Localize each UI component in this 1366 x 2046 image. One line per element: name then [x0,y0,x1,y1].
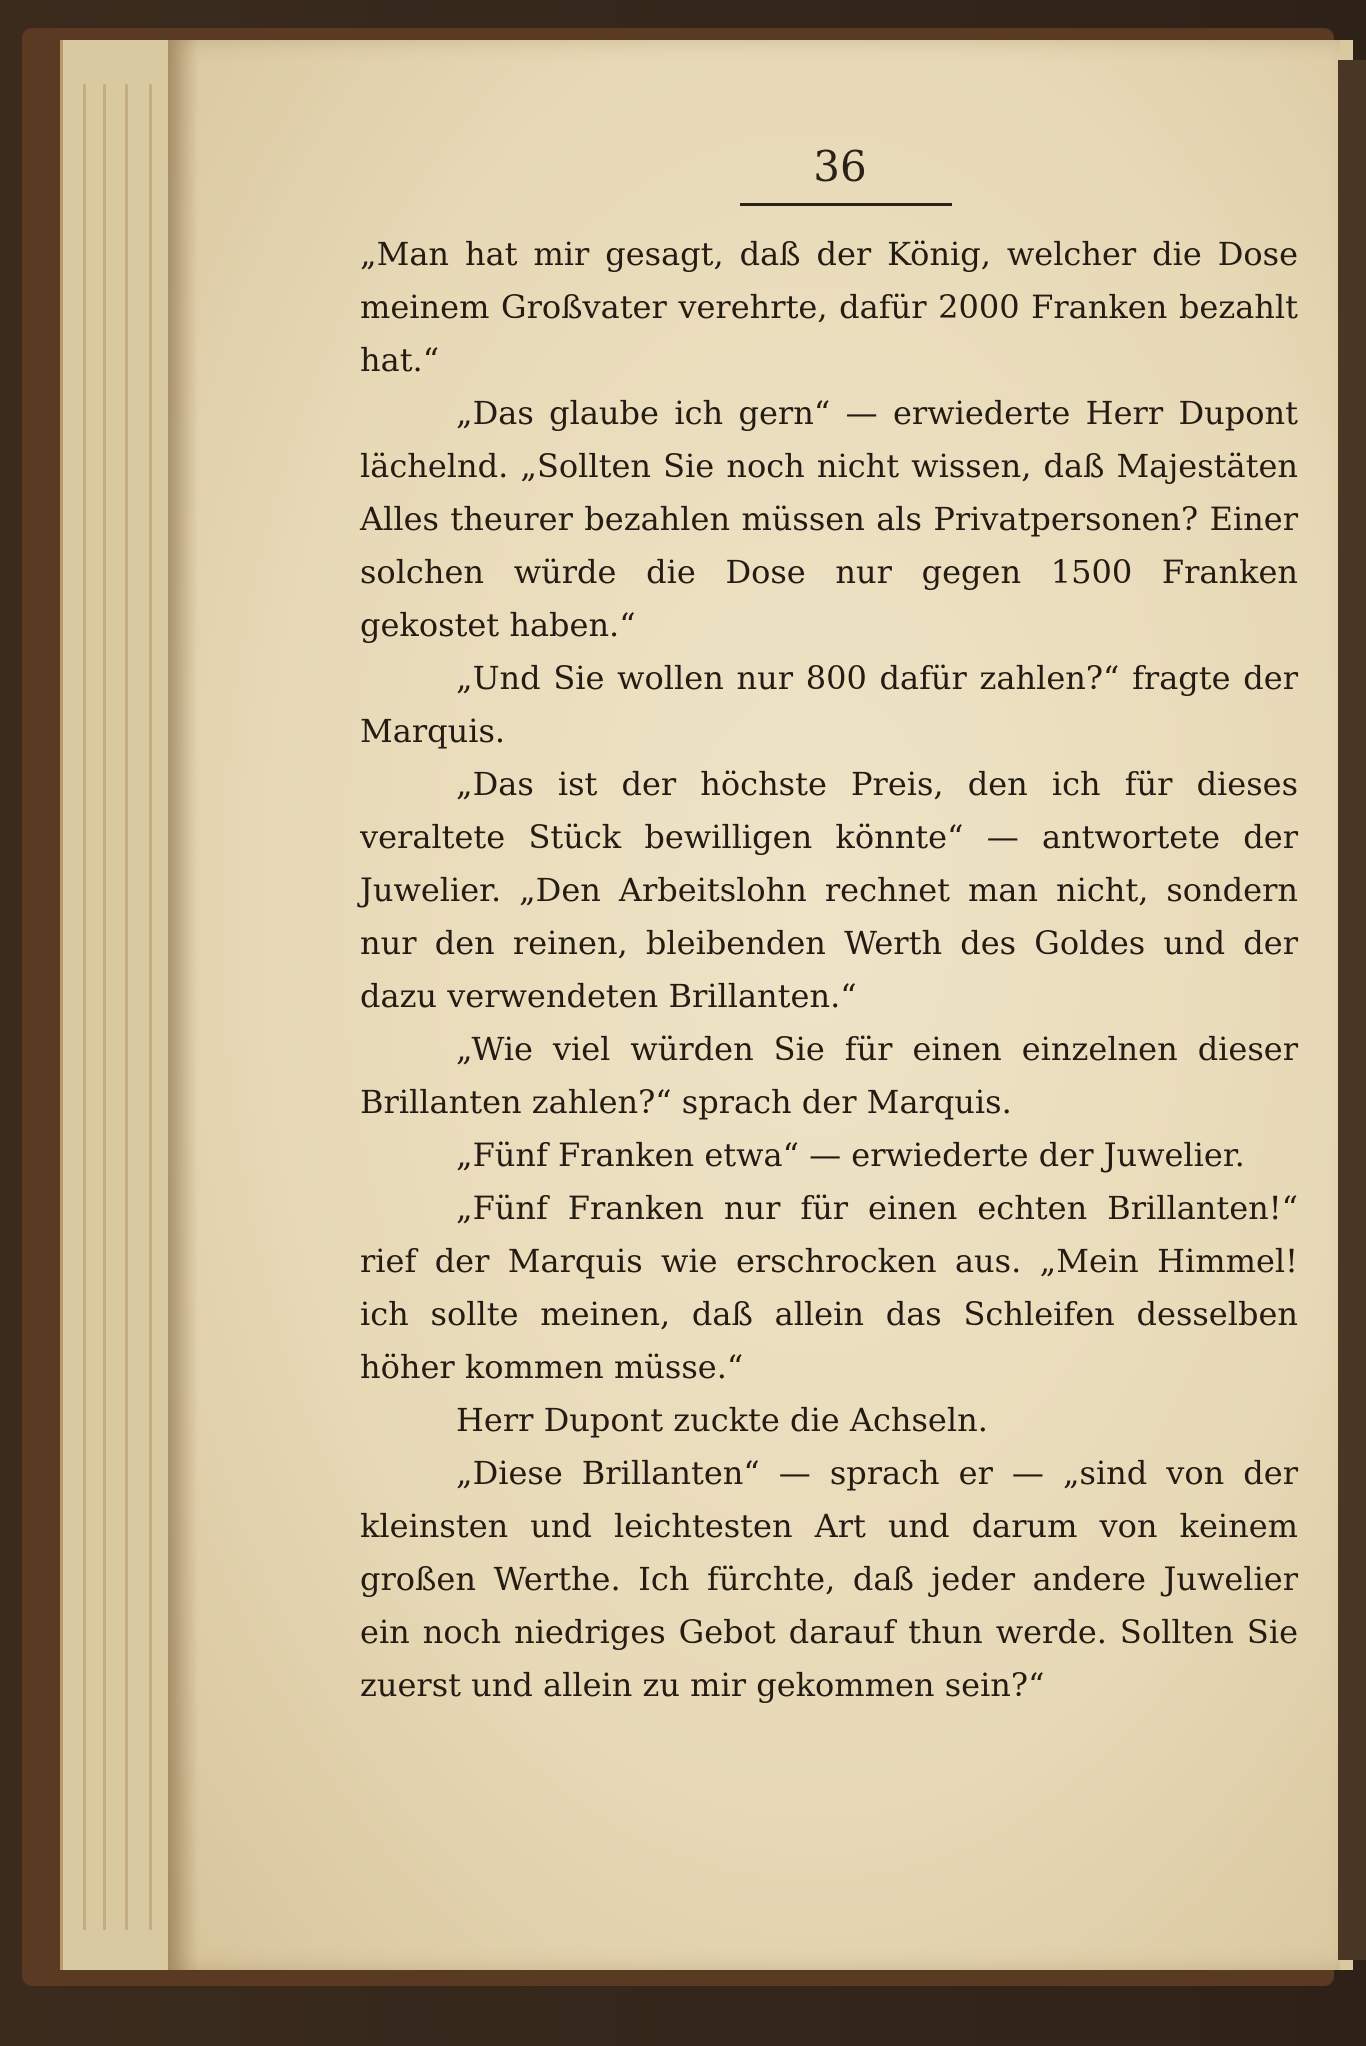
page-number: 36 [813,142,867,191]
paragraph: „Man hat mir gesagt, daß der König, welcher die Dose meinem Großvater verehrte, dafür 2000 Franken bezahlt hat.“ [360,235,1298,379]
page-edge [103,84,106,1930]
body-text [360,228,1298,1712]
paragraph: „Diese Brillanten“ — sprach er — „sind von der kleinsten und leichtesten Art und darum von keinem großen Werthe. Ich fürchte, daß jeder andere Juwelier ein noch niedriges Gebot darauf thun werde. Sollten Sie zuerst und allein zu mir gekommen sein?“ [360,1454,1298,1704]
paragraph: Herr Dupont zuckte die Achseln. [456,1401,988,1439]
page-edge [149,84,152,1930]
facing-page-edge [1338,60,1366,1960]
page-edge [83,84,86,1930]
paragraph: „Wie viel würden Sie für einen einzelnen dieser Brillanten zahlen?“ sprach der Marquis. [360,1030,1298,1121]
paragraph: „Das ist der höchste Preis, den ich für dieses veraltete Stück bewilligen könnte“ — antwortete der Juwelier. „Den Arbeitslohn rechnet man nicht, sondern nur den reinen, bleibenden Werth des Goldes und der dazu verwendeten Brillanten.“ [360,765,1298,1015]
paragraph: „Fünf Franken etwa“ — erwiederte der Juwelier. [456,1136,1245,1174]
paragraph: „Das glaube ich gern“ — erwiederte Herr Dupont lächelnd. „Sollten Sie noch nicht wissen, daß Majestäten Alles theurer bezahlen müssen als Privatpersonen? Einer solchen würde die Dose nur gegen 1500 Franken gekostet haben.“ [360,394,1298,644]
page-gutter [168,40,198,1970]
paragraph: „Fünf Franken nur für einen echten Brillanten!“ rief der Marquis wie erschrocken aus. „Mein Himmel! ich sollte meinen, daß allein das Schleifen desselben höher kommen müsse.“ [360,1189,1298,1386]
page-edge [125,84,128,1930]
header-rule [740,203,952,206]
paragraph: „Und Sie wollen nur 800 dafür zahlen?“ fragte der Marquis. [360,659,1298,750]
